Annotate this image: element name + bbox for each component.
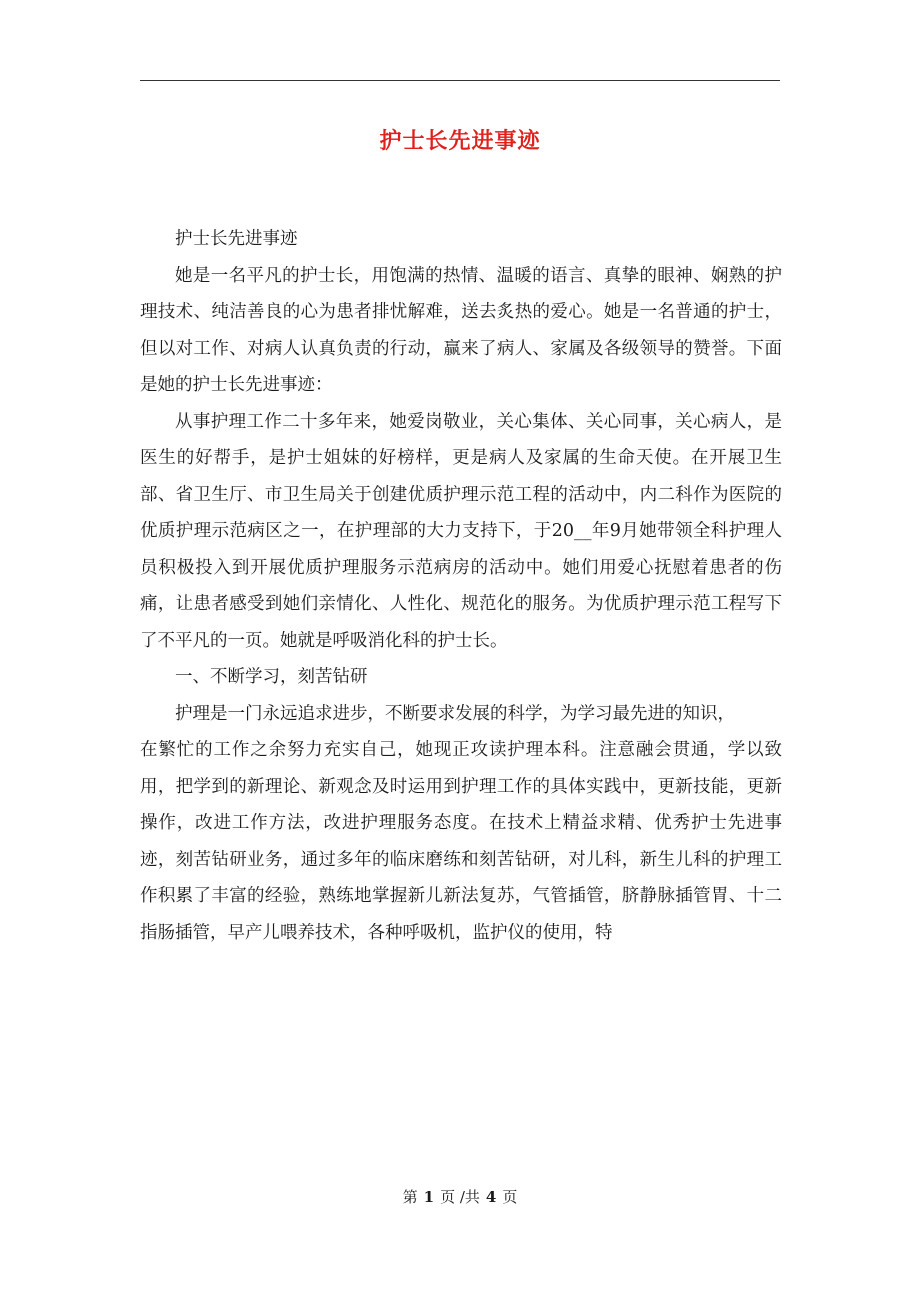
paragraph-study-body: 在繁忙的工作之余努力充实自己，她现正攻读护理本科。注意融会贯通，学以致用，把学到的新理论、新观念及时运用到护理工作的具体实践中，更新技能，更新操作，改进工作方法，改进护理服务态度。在技术上精益求精、优秀护士先进事迹，刻苦钻研业务，通过多年的临床磨练和刻苦钻研，对儿科，新生儿科的护理工作积累了丰富的经验，熟练地掌握新儿新法复苏，气管插管，脐静脉插管胃、十二指肠插管，早产儿喂养技术，各种呼吸机，监护仪的使用，特	[140, 740, 782, 943]
footer-middle: 页 /共	[440, 1188, 480, 1206]
paragraph-study-lead: 护理是一门永远追求进步，不断要求发展的科学，为学习最先进的知识，	[175, 703, 735, 724]
page-footer	[0, 1186, 920, 1207]
paragraph-subtitle: 护士长先进事迹	[175, 229, 298, 249]
paragraph-intro: 她是一名平凡的护士长，用饱满的热情、温暖的语言、真挚的眼神、娴熟的护理技术、纯洁善良的心为患者排忧解难，送去炙热的爱心。她是一名普通的护士，但以对工作、对病人认真负责的行动，赢来了病人、家属及各级领导的赞誉。下面是她的护士长先进事迹：	[140, 265, 782, 395]
footer-total-pages: 4	[485, 1188, 497, 1206]
document-title: 护士长先进事迹	[379, 128, 541, 154]
document-body	[140, 221, 782, 951]
paragraph-career: 从事护理工作二十多年来，她爱岗敬业，关心集体、关心同事，关心病人，是医生的好帮手，是护士姐妹的好榜样，更是病人及家属的生命天使。在开展卫生部、省卫生厅、市卫生局关于创建优质护理示范工程的活动中，内二科作为医院的优质护理示范病区之一，在护理部的大力支持下，于20__年9月她带领全科护理人员积极投入到开展优质护理服务示范病房的活动中。她们用爱心抚慰着患者的伤痛，让患者感受到她们亲情化、人性化、规范化的服务。为优质护理示范工程写下了不平凡的一页。她就是呼吸消化科的护士长。	[140, 411, 782, 651]
footer-prefix: 第	[402, 1188, 418, 1206]
section-heading-study: 一、不断学习，刻苦钻研	[175, 667, 368, 687]
footer-suffix: 页	[502, 1188, 518, 1206]
header-rule	[140, 80, 780, 81]
footer-page-number: 1	[423, 1188, 435, 1206]
